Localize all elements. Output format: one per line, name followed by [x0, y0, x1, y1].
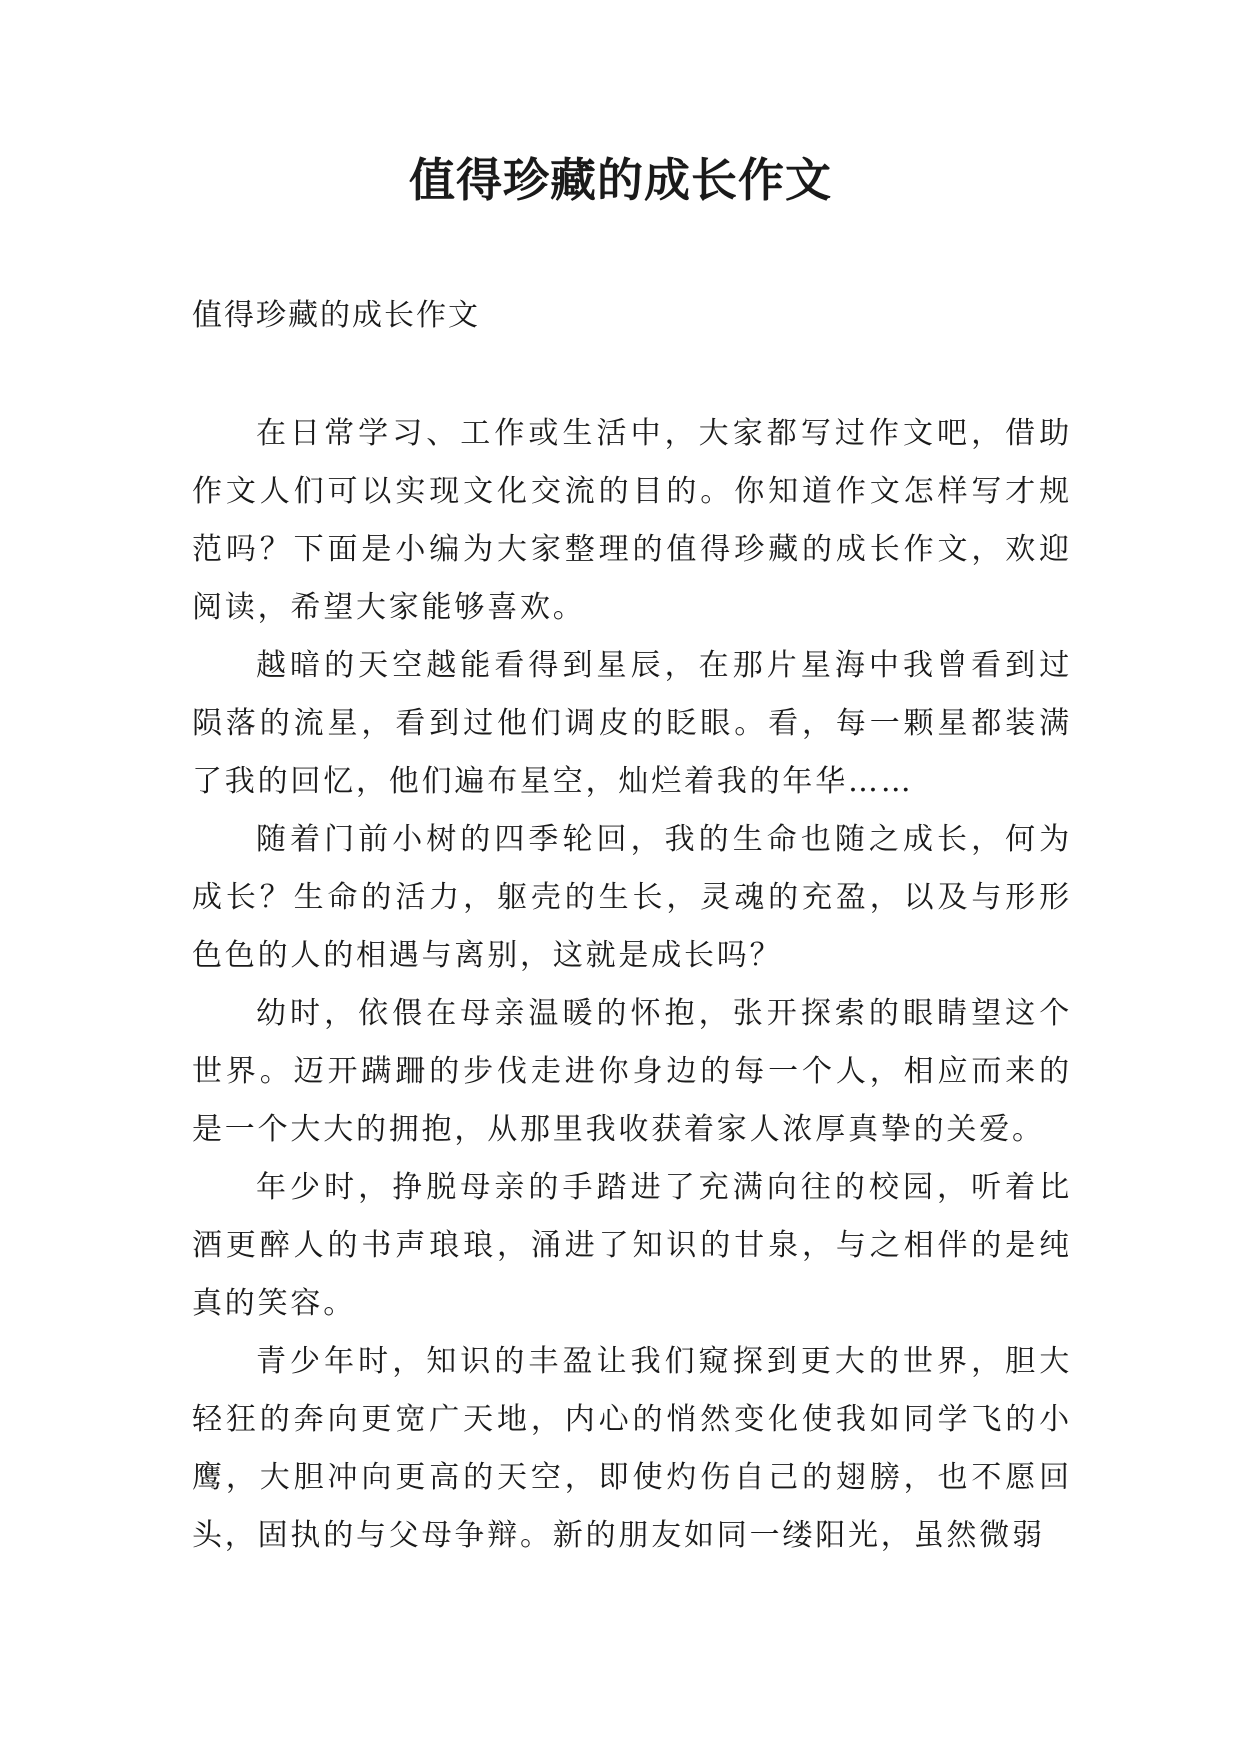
- paragraph: 在日常学习、工作或生活中，大家都写过作文吧，借助作文人们可以实现文化交流的目的。你知道作文怎样写才规范吗？下面是小编为大家整理的值得珍藏的成长作文，欢迎阅读，希望大家能够喜欢。: [192, 416, 1072, 625]
- paragraph: 青少年时，知识的丰盈让我们窥探到更大的世界，胆大轻狂的奔向更宽广天地，内心的悄然变化使我如同学飞的小鹰，大胆冲向更高的天空，即使灼伤自己的翅膀，也不愿回头，固执的与父母争辩。新的朋友如同一缕阳光，虽然微弱: [192, 1344, 1072, 1553]
- document-subtitle: 值得珍藏的成长作文: [192, 298, 480, 333]
- paragraph: 幼时，依偎在母亲温暖的怀抱，张开探索的眼睛望这个世界。迈开蹒跚的步伐走进你身边的每一个人，相应而来的是一个大大的拥抱，从那里我收获着家人浓厚真挚的关爱。: [192, 996, 1072, 1147]
- document-title: 值得珍藏的成长作文: [409, 153, 832, 207]
- paragraph: 年少时，挣脱母亲的手踏进了充满向往的校园，听着比酒更醉人的书声琅琅，涌进了知识的甘泉，与之相伴的是纯真的笑容。: [192, 1170, 1072, 1321]
- paragraph: 越暗的天空越能看得到星辰，在那片星海中我曾看到过陨落的流星，看到过他们调皮的眨眼。看，每一颗星都装满了我的回忆，他们遍布星空，灿烂着我的年华……: [192, 648, 1072, 799]
- document-body: [192, 405, 1072, 1565]
- paragraph: 随着门前小树的四季轮回，我的生命也随之成长，何为成长？生命的活力，躯壳的生长，灵魂的充盈，以及与形形色色的人的相遇与离别，这就是成长吗？: [192, 822, 1072, 973]
